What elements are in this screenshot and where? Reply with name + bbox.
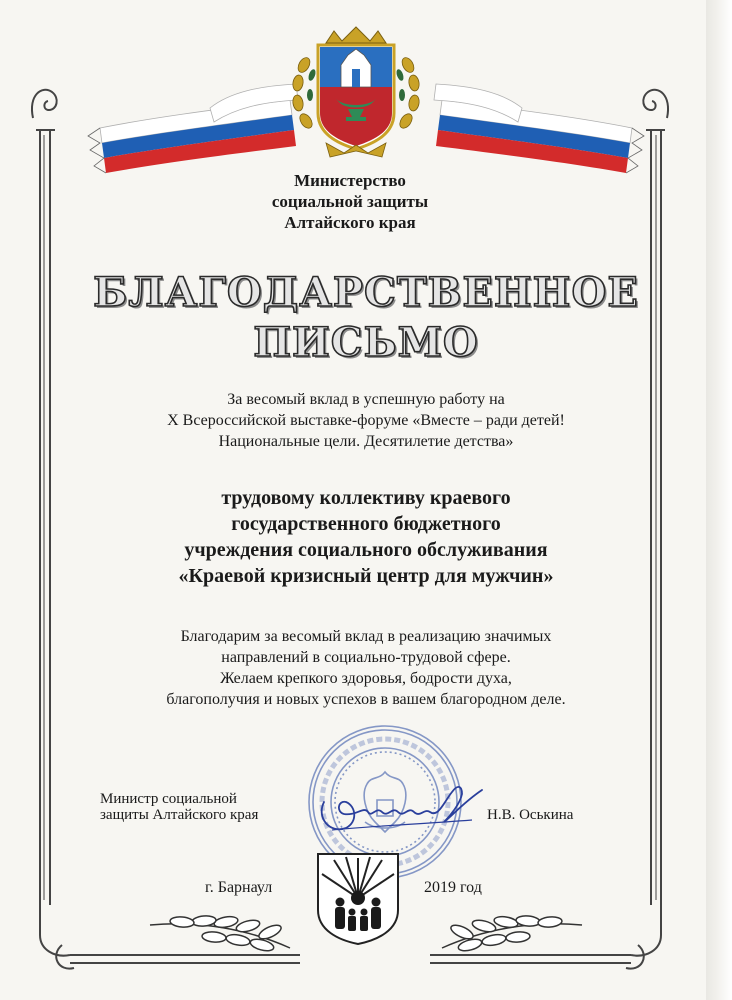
signatory-role-line: Министр социальной: [100, 791, 237, 807]
document-title-line-2: ПИСЬМО: [253, 319, 479, 366]
intro-line: X Всероссийской выставке-форуме «Вместе – ради детей!: [167, 412, 565, 429]
recipient-block: [80, 485, 652, 589]
recipient-line: государственного бюджетного: [231, 513, 501, 535]
ministry-name: [200, 170, 500, 233]
family-emblem-icon: [316, 852, 400, 946]
document-title-line-1: БЛАГОДАРСТВЕННОЕ: [93, 269, 639, 316]
ministry-line: Алтайского края: [284, 213, 416, 232]
city-label: г. Барнаул: [205, 879, 273, 896]
signatory-name: Н.В. Оськина: [487, 807, 574, 823]
thanks-line: направлений в социально-трудовой сфере.: [221, 649, 511, 666]
ministry-line: социальной защиты: [271, 192, 429, 211]
thanks-paragraph: [95, 626, 637, 710]
recipient-line: трудовому коллективу краевого: [221, 487, 511, 509]
year-label: 2019 год: [424, 879, 482, 896]
recipient-line: «Краевой кризисный центр для мужчин»: [178, 565, 554, 587]
signatory-role-line: защиты Алтайского края: [100, 807, 259, 823]
intro-line: Национальные цели. Десятилетие детства»: [218, 433, 514, 450]
handwritten-signature: [312, 772, 492, 842]
recipient-line: учреждения социального обслуживания: [184, 539, 548, 561]
signatory-role: [100, 791, 258, 823]
thanks-line: Благодарим за весомый вклад в реализацию значимых: [180, 628, 552, 645]
intro-paragraph: [95, 389, 637, 452]
altai-krai-coat-of-arms-icon: [286, 25, 426, 165]
thanks-line: Желаем крепкого здоровья, бодрости духа,: [220, 670, 512, 687]
thanks-line: благополучия и новых успехов в вашем благородном деле.: [166, 691, 566, 708]
intro-line: За весомый вклад в успешную работу на: [227, 391, 505, 408]
ministry-line: Министерство: [294, 171, 406, 190]
